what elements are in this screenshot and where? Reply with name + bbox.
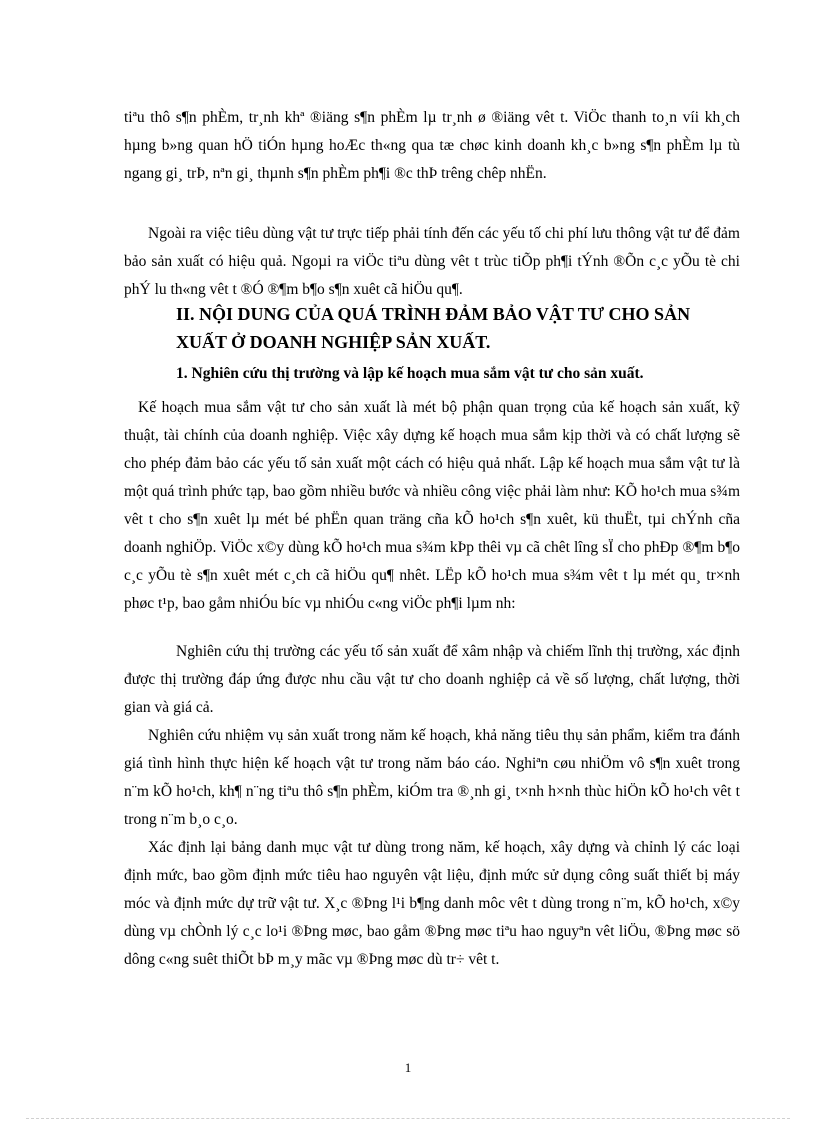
page-bottom-divider — [26, 1118, 790, 1119]
paragraph-production-tasks: Nghiên cứu nhiệm vụ sản xuất trong năm kế hoạch, khả năng tiêu thụ sản phẩm, kiểm tra đánh giá tình hình thực hiện kế hoạch vật tư trong năm báo cáo. Nghiªn cøu nhiÖm vô s¶n xuêt trong n¨m kÕ ho¹ch, kh¶ n¨ng tiªu thô s¶n phÈm, kiÓm tra ®¸nh gi¸ t×nh h×nh thùc hiÖn kÕ ho¹ch vêt t trong n¨m b¸o c¸o. — [124, 727, 740, 828]
paragraph-circulation-costs: Ngoài ra việc tiêu dùng vật tư trực tiếp phải tính đến các yếu tố chi phí lưu thông vật tư để đảm bảo sản xuất có hiệu quả. Ngoµi ra viÖc tiªu dùng vêt t trùc tiÕp ph¶i tÝnh ®Õn c¸c yÕu tè chi phÝ lu th«ng vêt t ®Ó ®¶m b¶o s¶n xuêt cã hiÖu qu¶. — [124, 225, 740, 298]
paragraph-purchase-plan: Kế hoạch mua sắm vật tư cho sản xuất là mét bộ phận quan trọng của kế hoạch sản xuất, kỹ thuật, tài chính của doanh nghiệp. Việc xây dựng kế hoạch mua sắm kịp thời và có chất lượng sẽ cho phép đảm bảo các yếu tố sản xuất một cách có hiệu quả nhất. Lập kế hoạch mua sắm vật tư là một quá trình phức tạp, bao gồm nhiều bước và nhiều công việc phải làm như: KÕ ho¹ch mua s¾m vêt t cho s¶n xuêt lµ mét bé phËn quan träng cña kÕ ho¹ch s¶n xuêt, kü thuËt, tµi chÝnh cña doanh nghiÖp. ViÖc x©y dùng kÕ ho¹ch mua s¾m kÞp thêi vµ cã chêt lîng sÏ cho phÐp ®¶m b¶o c¸c yÕu tè s¶n xuêt mét c¸ch cã hiÖu qu¶ nhêt. LËp kÕ ho¹ch mua s¾m vêt t lµ mét qu¸ tr×nh phøc t¹p, bao gåm nhiÓu bíc vµ nhiÓu c«ng viÖc ph¶i lµm nh: — [124, 399, 740, 612]
subsection-heading: 1. Nghiên cứu thị trường và lập kế hoạch mua sắm vật tư cho sản xuất. — [176, 365, 644, 382]
paragraph-continuation: tiªu thô s¶n phÈm, tr¸nh khª ®iäng s¶n phÈm lµ tr¸nh ø ®iäng vêt t. ViÖc thanh to¸n víi kh¸ch hµng b»ng quan hÖ tiÓn hµng hoÆc th«ng qua tæ chøc kinh doanh kh¸c b»ng s¶n phÈm lµ tù ngang gi¸ trÞ, nªn gi¸ thµnh s¶n phÈm ph¶i ®c thÞ trêng chêp nhËn. — [124, 109, 740, 182]
paragraph-material-norms: Xác định lại bảng danh mục vật tư dùng trong năm, kế hoạch, xây dựng và chỉnh lý các loại định mức, bao gồm định mức tiêu hao nguyên vật liệu, định mức sử dụng công suất thiết bị máy móc và định mức dự trữ vật tư. X¸c ®Þng l¹i b¶ng danh môc vêt t dùng trong n¨m, kÕ ho¹ch, x©y dùng vµ chÒnh lý c¸c lo¹i ®Þng møc, bao gåm ®Þng møc tiªu hao nguyªn vêt liÖu, ®Þng møc sö dông c«ng suêt thiÕt bÞ m¸y mãc vµ ®Þng møc dù tr÷ vêt t. — [124, 839, 740, 968]
paragraph-market-research: Nghiên cứu thị trường các yếu tố sản xuất để xâm nhập và chiếm lĩnh thị trường, xác định được thị trường đáp ứng được nhu cầu vật tư cho doanh nghiệp cả về số lượng, chất lượng, thời gian và giá cả. — [124, 643, 740, 716]
page-number: 1 — [404, 1060, 412, 1075]
section-heading: II. NỘI DUNG CỦA QUÁ TRÌNH ĐẢM BẢO VẬT TƯ CHO SẢN XUẤT Ở DOANH NGHIỆP SẢN XUẤT. — [176, 304, 691, 352]
